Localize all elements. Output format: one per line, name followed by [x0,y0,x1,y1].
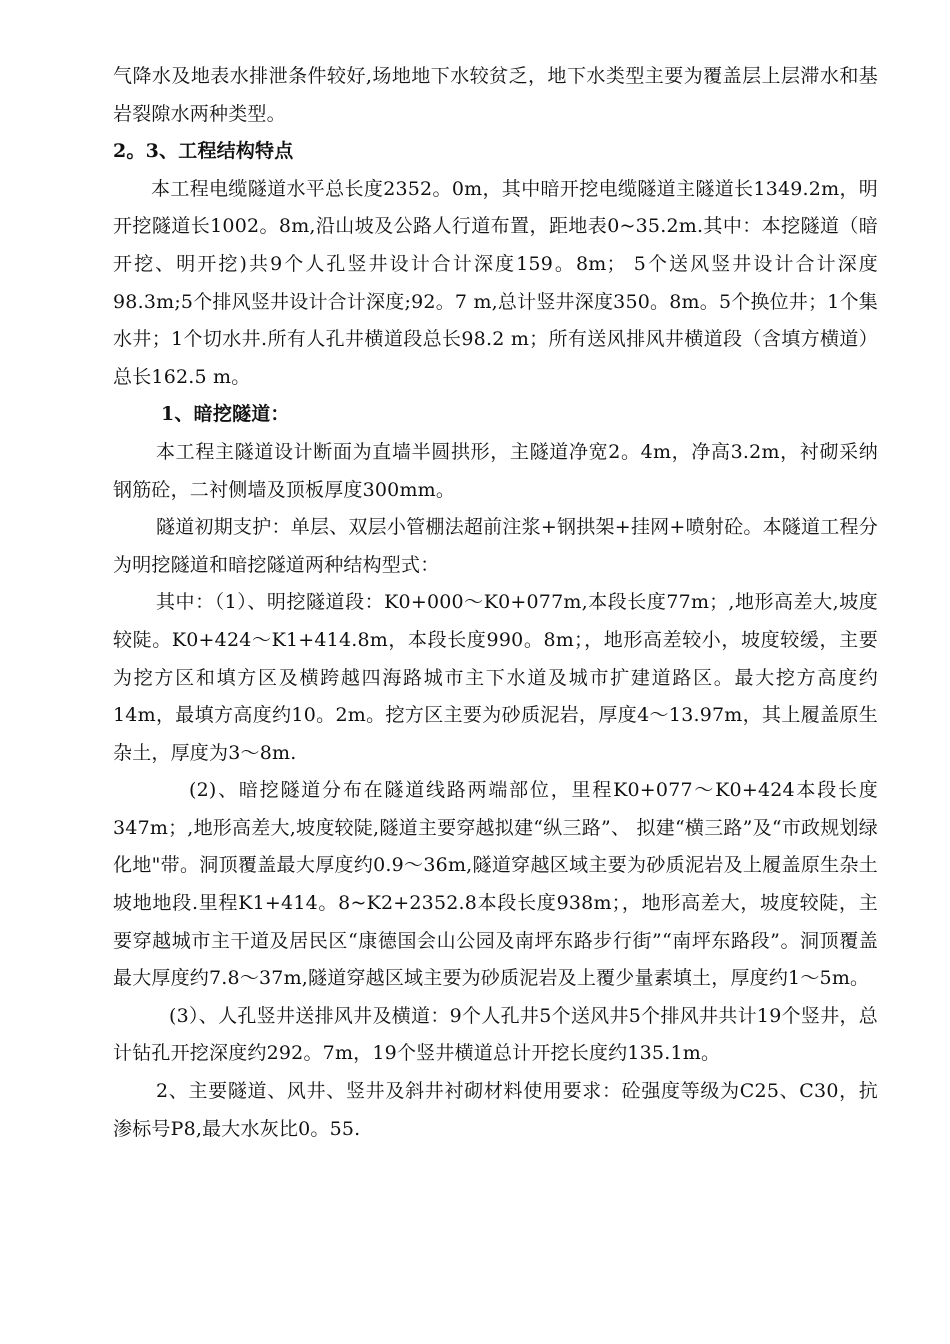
paragraph-main-tunnel-section: 本工程主隧道设计断面为直墙半圆拱形，主隧道净宽2。4m，净高3.2m，衬砌采纳钢筋砼，二衬侧墙及顶板厚度300mm。 [113,440,878,501]
paragraph-groundwater: 气降水及地表水排泄条件较好,场地地下水较贫乏，地下水类型主要为覆盖层上层滞水和基岩裂隙水两种类型。 [113,65,878,125]
paragraph-lining-materials: 2、主要隧道、风井、竖井及斜井衬砌材料使用要求：砼强度等级为C25、C30，抗渗标号P8,最大水灰比0。55. [113,1080,878,1140]
subsection-heading-bored-tunnel: 1、暗挖隧道： [161,403,290,426]
paragraph-shafts: (3）、人孔竖井送排风井及横道：9个人孔井5个送风井5个排风井共计19个竖井，总计钻孔开挖深度约292。7m，19个竖井横道总计开挖长度约135.1m。 [113,1004,878,1065]
document-page [113,58,878,1148]
paragraph-tunnel-overview: 本工程电缆隧道水平总长度2352。0m，其中暗开挖电缆隧道主隧道长1349.2m，明开挖隧道长1002。8m,沿山坡及公路人行道布置，距地表0~35.2m.其中：本挖隧道（暗开挖、明开挖)共9个人孔竖井设计合计深度159。8m； 5个送风竖井设计合计深度98.3m;5个排风竖井设计合计深度;92。7 m,总计竖井深度350。8m。5个换位井；1个集水井；1个切水井.所有人孔井横道段总长98.2 m；所有送风排风井横道段（含填方横道）总长162.5 m。 [113,177,878,388]
paragraph-open-cut-segment: 其中：（1）、明挖隧道段：K0+000～K0+077m,本段长度77m；,地形高差大,坡度较陡。K0+424～K1+414.8m，本段长度990。8m；，地形高差较小，坡度较缓，主要为挖方区和填方区及横跨越四海路城市主下水道及城市扩建道路区。最大挖方高度约14m，最填方高度约10。2m。挖方区主要为砂质泥岩，厚度4～13.97m，其上履盖原生杂土，厚度为3～8m. [113,591,878,764]
section-heading-structure: 2。3、工程结构特点 [113,140,294,163]
paragraph-initial-support: 隧道初期支护：单层、双层小管棚法超前注浆+钢拱架+挂网+喷射砼。本隧道工程分为明挖隧道和暗挖隧道两种结构型式： [113,516,878,576]
paragraph-bored-segment: (2)、暗挖隧道分布在隧道线路两端部位，里程K0+077～K0+424本段长度347m；,地形高差大,坡度较陡,隧道主要穿越拟建“纵三路”、 拟建“横三路”及“市政规划绿化地"带。洞顶覆盖最大厚度约0.9～36m,隧道穿越区域主要为砂质泥岩及上履盖原生杂土坡地地段.里程K1+414。8~K2+2352.8本段长度938m；，地形高差大，坡度较陡，主要穿越城市主干道及居民区“康德国会山公园及南坪东路步行街”“南坪东路段”。洞顶覆盖最大厚度约7.8～37m,隧道穿越区域主要为砂质泥岩及上覆少量素填土，厚度约1～5m。 [113,779,878,990]
